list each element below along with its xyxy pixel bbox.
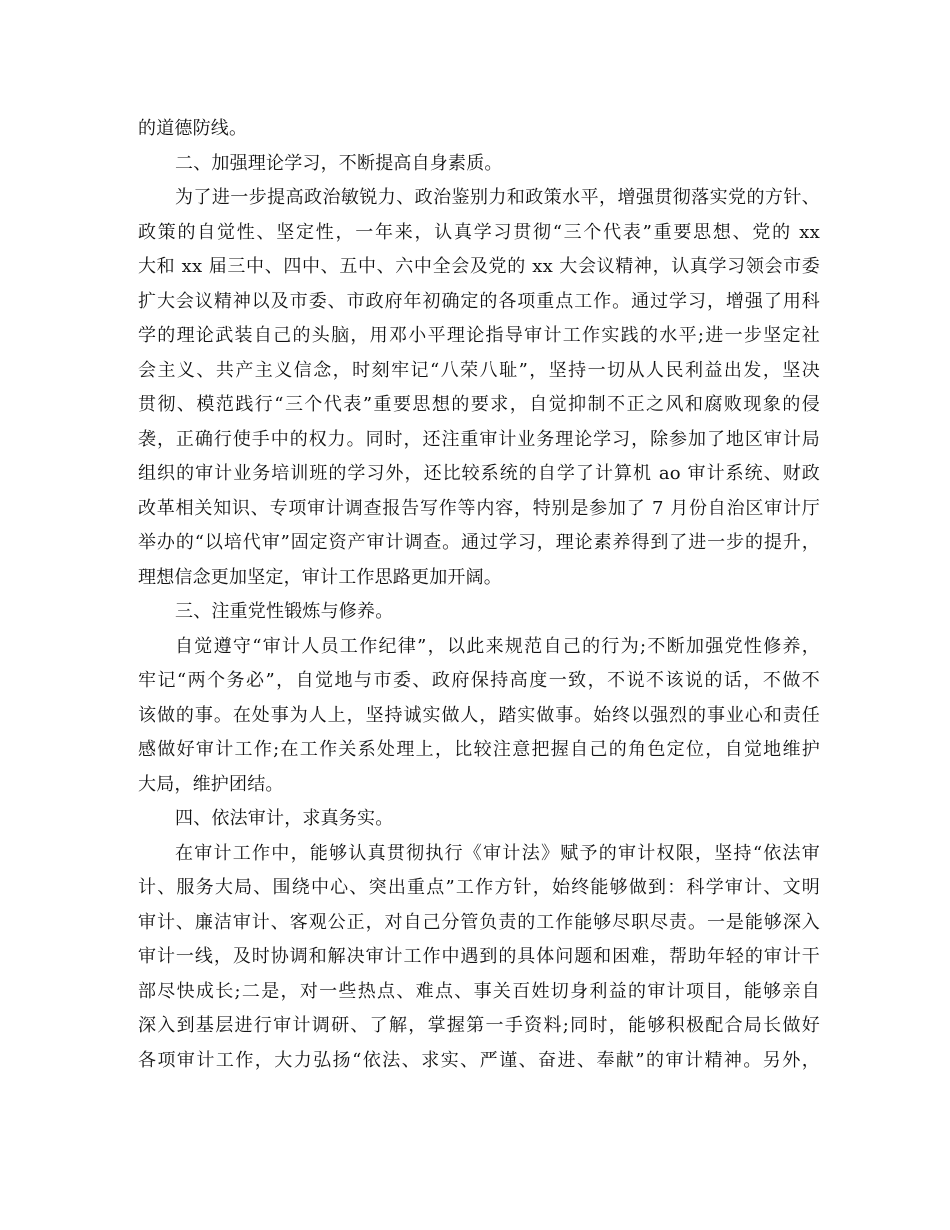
text-line: 部尽快成长;二是，对一些热点、难点、事关百姓切身利益的审计项目，能够亲自 [138, 980, 820, 1002]
document-page [138, 112, 820, 1078]
text-line: 举办的“以培代审”固定资产审计调查。通过学习，理论素养得到了进一步的提升， [138, 532, 820, 553]
text-line: 理想信念更加坚定，审计工作思路更加开阔。 [138, 566, 502, 588]
text-line: 的道德防线。 [138, 118, 248, 139]
text-line: 在审计工作中，能够认真贯彻执行《审计法》赋予的审计权限，坚持“依法审 [175, 842, 820, 864]
text-line: 审计一线，及时协调和解决审计工作中遇到的具体问题和困难，帮助年轻的审计干 [138, 946, 820, 967]
text-line: 扩大会议精神以及市委、市政府年初确定的各项重点工作。通过学习，增强了用科 [138, 290, 820, 312]
text-line: 为了进一步提高政治敏锐力、政治鉴别力和政策水平，增强贯彻落实党的方针、 [175, 187, 820, 208]
text-line: 该做的事。在处事为人上，坚持诚实做人，踏实做事。始终以强烈的事业心和责任 [138, 704, 820, 726]
text-line: 四、依法审计，求真务实。 [175, 808, 394, 829]
text-line: 大和 xx 届三中、四中、五中、六中全会及党的 xx 大会议精神，认真学习领会市委 [138, 256, 820, 277]
text-line: 自觉遵守“审计人员工作纪律”，以此来规范自己的行为;不断加强党性修养， [175, 635, 820, 657]
text-line: 计、服务大局、围绕中心、突出重点”工作方针，始终能够做到：科学审计、文明 [138, 877, 820, 898]
text-line: 深入到基层进行审计调研、了解，掌握第一手资料;同时，能够积极配合局长做好 [138, 1015, 820, 1036]
text-line: 感做好审计工作;在工作关系处理上，比较注意把握自己的角色定位，自觉地维护 [138, 739, 820, 760]
text-line: 大局，维护团结。 [138, 773, 284, 795]
text-line: 政策的自觉性、坚定性，一年来，认真学习贯彻“三个代表”重要思想、党的 xx [138, 221, 820, 243]
text-line: 三、注重党性锻炼与修养。 [175, 601, 394, 622]
text-line: 改革相关知识、专项审计调查报告写作等内容，特别是参加了 7 月份自治区审计厅 [138, 497, 820, 519]
text-line: 袭，正确行使手中的权力。同时，还注重审计业务理论学习，除参加了地区审计局 [138, 428, 820, 450]
text-line: 学的理论武装自己的头脑，用邓小平理论指导审计工作实践的水平;进一步坚定社 [138, 325, 820, 346]
text-line: 各项审计工作，大力弘扬“依法、求实、严谨、奋进、奉献”的审计精神。另外， [138, 1049, 820, 1071]
text-line: 组织的审计业务培训班的学习外，还比较系统的自学了计算机 ao 审计系统、财政 [138, 463, 820, 484]
text-line: 审计、廉洁审计、客观公正，对自己分管负责的工作能够尽职尽责。一是能够深入 [138, 911, 820, 933]
text-line: 牢记“两个务必”，自觉地与市委、政府保持高度一致，不说不该说的话，不做不 [138, 670, 820, 691]
text-line: 贯彻、模范践行“三个代表”重要思想的要求，自觉抑制不正之风和腐败现象的侵 [138, 394, 820, 415]
text-line: 会主义、共产主义信念，时刻牢记“八荣八耻”，坚持一切从人民利益出发，坚决 [138, 359, 820, 381]
text-line: 二、加强理论学习，不断提高自身素质。 [175, 152, 503, 174]
